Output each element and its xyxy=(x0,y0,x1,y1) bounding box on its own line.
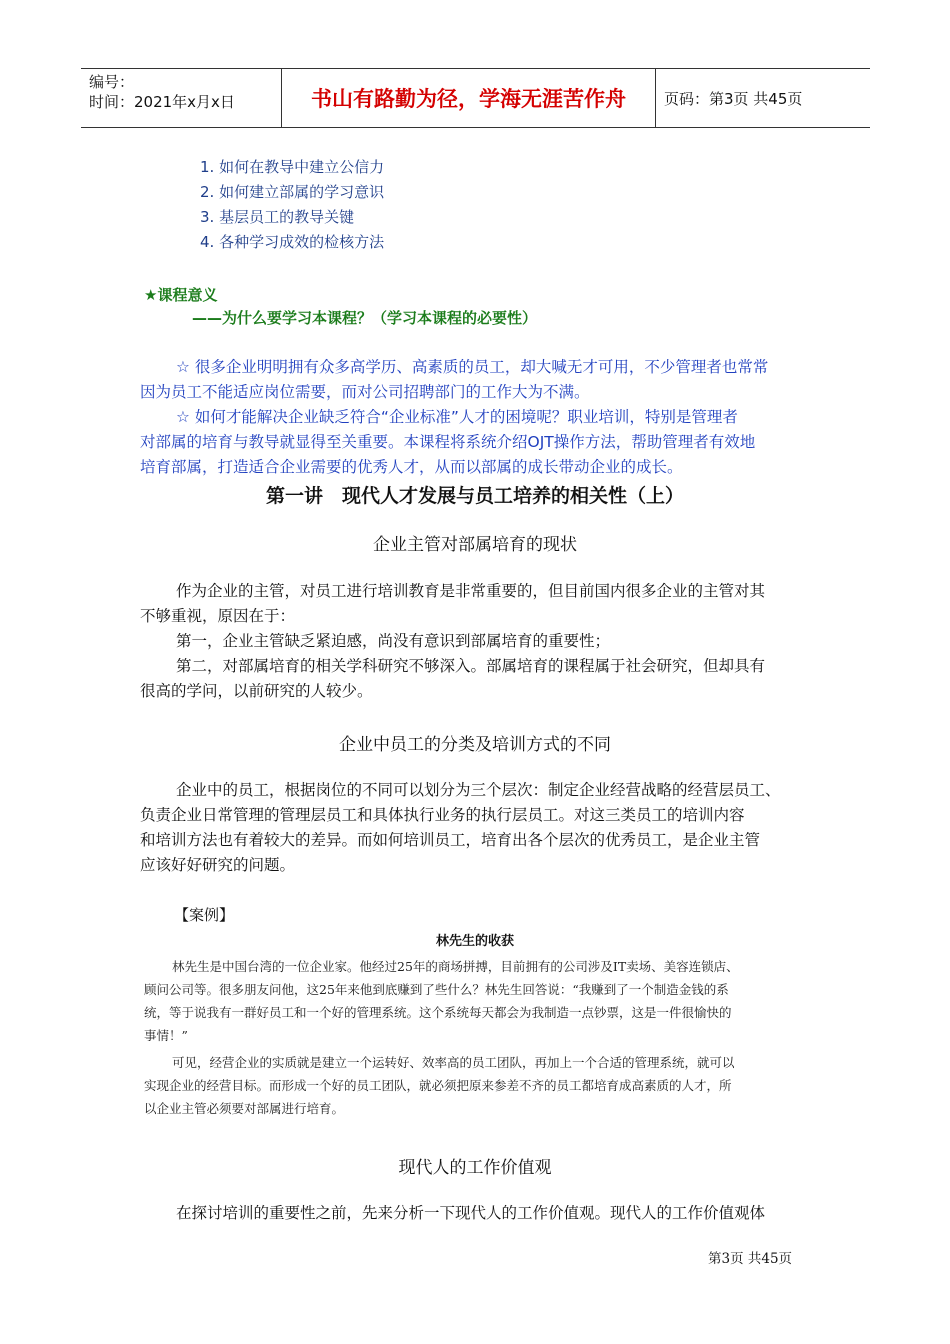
header-page-number: 页码：第3页 共45页 xyxy=(664,89,803,108)
header-motto: 书山有路勤为径，学海无涯苦作舟 xyxy=(282,69,656,127)
paragraph-line: 负责企业日常管理的管理层员工和具体执行业务的执行层员工。对这三类员工的培训内容 xyxy=(140,806,745,824)
paragraph-line: 不够重视，原因在于： xyxy=(140,607,296,625)
paragraph-line: 应该好好研究的问题。 xyxy=(140,856,296,874)
lecture-title: 第一讲 现代人才发展与员工培养的相关性（上） xyxy=(265,485,684,507)
meaning-paragraph-line: 因为员工不能适应岗位需要，而对公司招聘部门的工作大为不满。 xyxy=(140,383,590,401)
paragraph-line: 企业中的员工，根据岗位的不同可以划分为三个层次：制定企业经营战略的经营层员工、 xyxy=(176,781,781,799)
meaning-paragraph-line: ☆ 如何才能解决企业缺乏符合“企业标准”人才的困境呢？职业培训，特别是管理者 xyxy=(176,408,738,426)
document-number-label: 编号： xyxy=(89,73,135,91)
case-line: 以企业主管必须要对部属进行培育。 xyxy=(144,1101,345,1116)
paragraph-line: 很高的学问，以前研究的人较少。 xyxy=(140,682,373,700)
case-line: 事情！” xyxy=(144,1028,188,1043)
case-line: 顾问公司等。很多朋友问他，这25年来他到底赚到了些什么？林先生回答说：“我赚到了一个制造金钱的系 xyxy=(144,982,729,997)
section-heading: 企业中员工的分类及培训方式的不同 xyxy=(339,735,611,755)
page-footer: 第3页 共45页 xyxy=(708,1251,793,1267)
paragraph-line: 第二，对部属培育的相关学科研究不够深入。部属培育的课程属于社会研究，但却具有 xyxy=(176,657,766,675)
section-heading: 企业主管对部属培育的现状 xyxy=(373,535,577,555)
list-item: 3. 基层员工的教导关键 xyxy=(200,208,355,226)
meaning-paragraph-line: 培育部属，打造适合企业需要的优秀人才，从而以部属的成长带动企业的成长。 xyxy=(140,458,683,476)
document-date-label: 时间：2021年x月x日 xyxy=(89,93,235,111)
list-item: 2. 如何建立部属的学习意识 xyxy=(200,183,385,201)
paragraph-line: 第一，企业主管缺乏紧迫感，尚没有意识到部属培育的重要性； xyxy=(176,632,611,650)
course-meaning-title: ★课程意义 xyxy=(144,286,218,304)
paragraph-line: 和培训方法也有着较大的差异。而如何培训员工，培育出各个层次的优秀员工，是企业主管 xyxy=(140,831,761,849)
case-line: 可见，经营企业的实质就是建立一个运转好、效率高的员工团队，再加上一个合适的管理系统，就可以 xyxy=(172,1055,735,1070)
list-item: 1. 如何在教导中建立公信力 xyxy=(200,158,385,176)
page-header xyxy=(81,68,870,128)
paragraph-line: 在探讨培训的重要性之前，先来分析一下现代人的工作价值观。现代人的工作价值观体 xyxy=(176,1204,766,1222)
case-line: 统，等于说我有一群好员工和一个好的管理系统。这个系统每天都会为我制造一点钞票，这是一件很愉快的 xyxy=(144,1005,732,1020)
case-label: 【案例】 xyxy=(174,906,235,924)
header-info-cell xyxy=(81,69,282,127)
meaning-paragraph-line: ☆ 很多企业明明拥有众多高学历、高素质的员工，却大喊无才可用，不少管理者也常常 xyxy=(176,358,769,376)
case-title: 林先生的收获 xyxy=(435,934,514,949)
course-meaning-subtitle: ——为什么要学习本课程？（学习本课程的必要性） xyxy=(192,309,538,327)
meaning-paragraph-line: 对部属的培育与教导就显得至关重要。本课程将系统介绍OJT操作方法，帮助管理者有效地 xyxy=(140,433,756,451)
case-line: 实现企业的经营目标。而形成一个好的员工团队，就必须把原来参差不齐的员工都培育成高素质的人才，所 xyxy=(144,1078,732,1093)
list-item: 4. 各种学习成效的检核方法 xyxy=(200,233,385,251)
section-heading: 现代人的工作价值观 xyxy=(398,1158,552,1178)
paragraph-line: 作为企业的主管，对员工进行培训教育是非常重要的，但目前国内很多企业的主管对其 xyxy=(176,582,766,600)
case-line: 林先生是中国台湾的一位企业家。他经过25年的商场拼搏，目前拥有的公司涉及IT卖场、美容连锁店、 xyxy=(172,959,739,974)
